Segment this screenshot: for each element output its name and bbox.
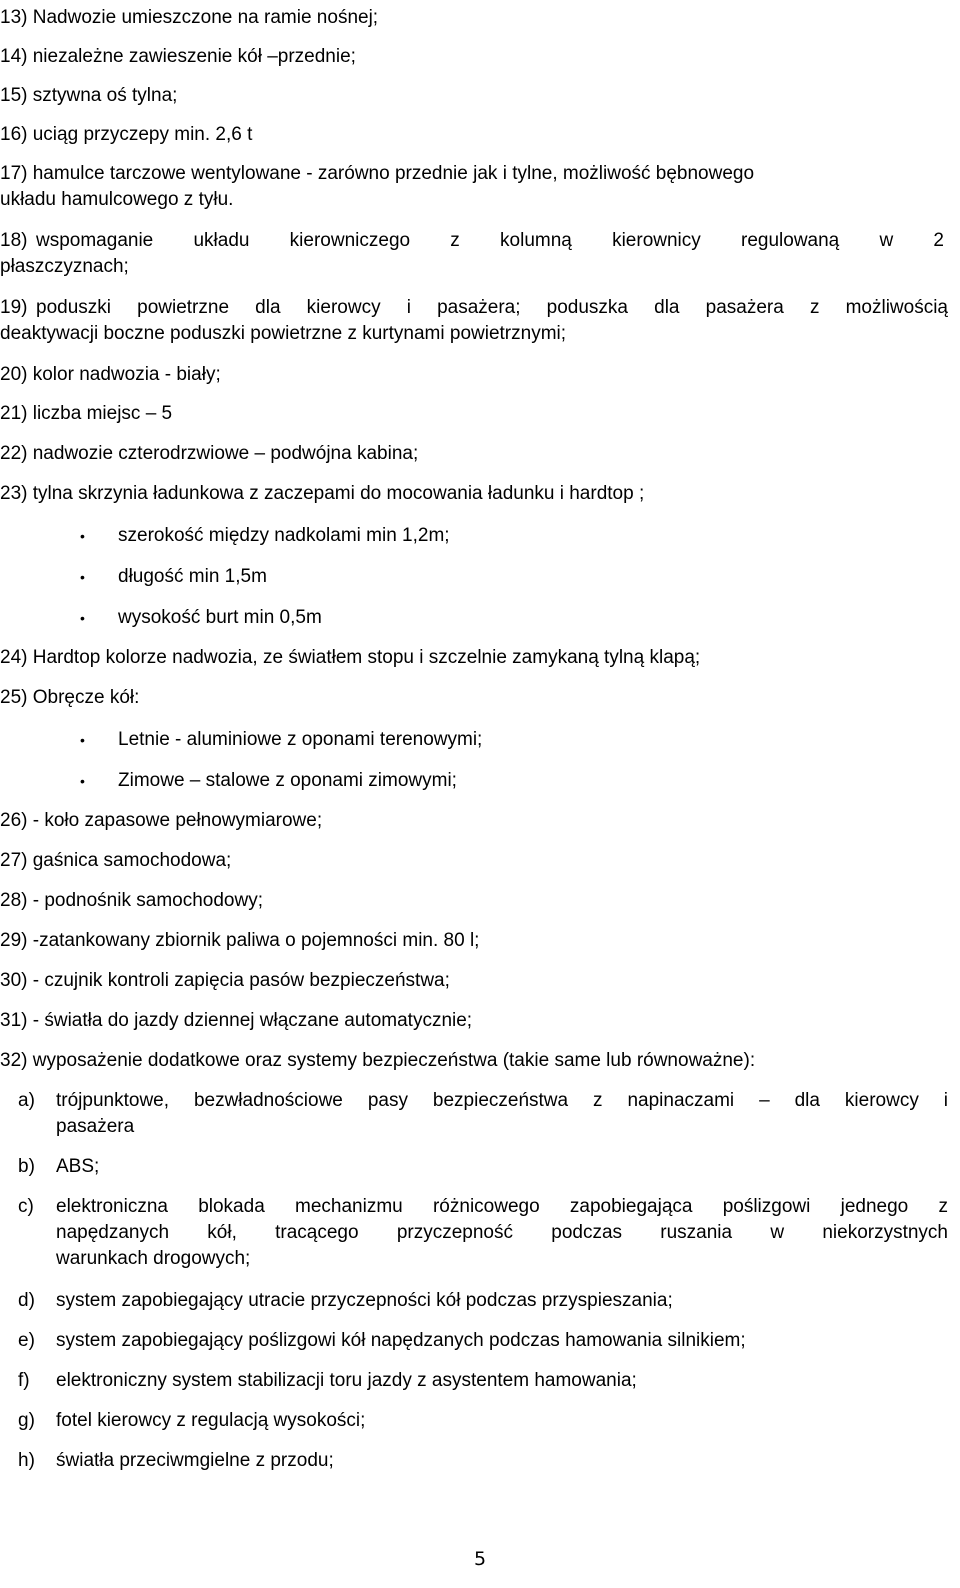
item-16: 16) uciąg przyczepy min. 2,6 t — [0, 124, 253, 145]
item-26: 26) - koło zapasowe pełnowymiarowe; — [0, 810, 323, 831]
sub-e-text: system zapobiegający poślizgowi kół napędzanych podczas hamowania silnikiem; — [56, 1330, 746, 1351]
sub-d-letter: d) — [18, 1290, 35, 1311]
sub-a-line-1: trójpunktowe, bezwładnościowe pasy bezpieczeństwa z napinaczami – dla kierowcy i — [56, 1090, 948, 1111]
sub-g-text: fotel kierowcy z regulacją wysokości; — [56, 1410, 366, 1431]
sub-c-letter: c) — [18, 1196, 34, 1217]
sub-h-letter: h) — [18, 1450, 35, 1471]
sub-b-letter: b) — [18, 1156, 35, 1177]
item-14: 14) niezależne zawieszenie kół –przednie; — [0, 46, 356, 67]
sub-c-line-1: elektroniczna blokada mechanizmu różnicowego zapobiegająca poślizgowi jednego z — [56, 1196, 948, 1217]
item-13: 13) Nadwozie umieszczone na ramie nośnej; — [0, 7, 379, 28]
item-30: 30) - czujnik kontroli zapięcia pasów bezpieczeństwa; — [0, 970, 450, 991]
item-17-line-1: 17) hamulce tarczowe wentylowane - zarówno przednie jak i tylne, możliwość bębnowego — [0, 163, 755, 184]
item-32: 32) wyposażenie dodatkowe oraz systemy bezpieczeństwa (takie same lub równoważne): — [0, 1050, 756, 1071]
sub-c-line-3: warunkach drogowych; — [56, 1248, 251, 1269]
item-23-bullet-1: szerokość między nadkolami min 1,2m; — [118, 525, 450, 546]
sub-g-letter: g) — [18, 1410, 35, 1431]
sub-h-text: światła przeciwmgielne z przodu; — [56, 1450, 334, 1471]
item-31: 31) - światła do jazdy dziennej włączane automatycznie; — [0, 1010, 473, 1031]
sub-f-text: elektroniczny system stabilizacji toru jazdy z asystentem hamowania; — [56, 1370, 637, 1391]
bullet-icon: • — [80, 732, 85, 748]
item-24: 24) Hardtop kolorze nadwozia, ze światłem stopu i szczelnie zamykaną tylną klapą; — [0, 647, 701, 668]
item-17-line-2: układu hamulcowego z tyłu. — [0, 189, 234, 210]
item-20: 20) kolor nadwozia - biały; — [0, 364, 221, 385]
item-27: 27) gaśnica samochodowa; — [0, 850, 232, 871]
item-25: 25) Obręcze kół: — [0, 687, 140, 708]
sub-a-line-2: pasażera — [56, 1116, 135, 1137]
sub-a-letter: a) — [18, 1090, 35, 1111]
bullet-icon: • — [80, 773, 85, 789]
sub-f-letter: f) — [18, 1370, 30, 1391]
item-23: 23) tylna skrzynia ładunkowa z zaczepami do mocowania ładunku i hardtop ; — [0, 483, 645, 504]
item-19-number: 19) — [0, 297, 28, 318]
item-18-number: 18) — [0, 230, 28, 251]
item-28: 28) - podnośnik samochodowy; — [0, 890, 263, 911]
page-number: 5 — [473, 1548, 487, 1570]
sub-d-text: system zapobiegający utracie przyczepności kół podczas przyspieszania; — [56, 1290, 673, 1311]
bullet-icon: • — [80, 528, 85, 544]
item-18-line-1: wspomaganie układu kierowniczego z kolumną kierownicy regulowaną w 2 — [36, 230, 944, 251]
item-21: 21) liczba miejsc – 5 — [0, 403, 173, 424]
item-25-bullet-1: Letnie - aluminiowe z oponami terenowymi; — [118, 729, 483, 750]
sub-e-letter: e) — [18, 1330, 35, 1351]
bullet-icon: • — [80, 610, 85, 626]
sub-c-line-2: napędzanych kół, tracącego przyczepność podczas ruszania w niekorzystnych — [56, 1222, 948, 1243]
item-19-line-2: deaktywacji boczne poduszki powietrzne z kurtynami powietrznymi; — [0, 323, 567, 344]
item-15: 15) sztywna oś tylna; — [0, 85, 178, 106]
item-23-bullet-2: długość min 1,5m — [118, 566, 267, 587]
item-25-bullet-2: Zimowe – stalowe z oponami zimowymi; — [118, 770, 457, 791]
item-22: 22) nadwozie czterodrzwiowe – podwójna kabina; — [0, 443, 419, 464]
item-18-line-2: płaszczyznach; — [0, 256, 129, 277]
sub-b-text: ABS; — [56, 1156, 100, 1177]
item-29: 29) -zatankowany zbiornik paliwa o pojemności min. 80 l; — [0, 930, 480, 951]
bullet-icon: • — [80, 569, 85, 585]
item-23-bullet-3: wysokość burt min 0,5m — [118, 607, 322, 628]
item-19-line-1: poduszki powietrzne dla kierowcy i pasażera; poduszka dla pasażera z możliwością — [36, 297, 948, 318]
